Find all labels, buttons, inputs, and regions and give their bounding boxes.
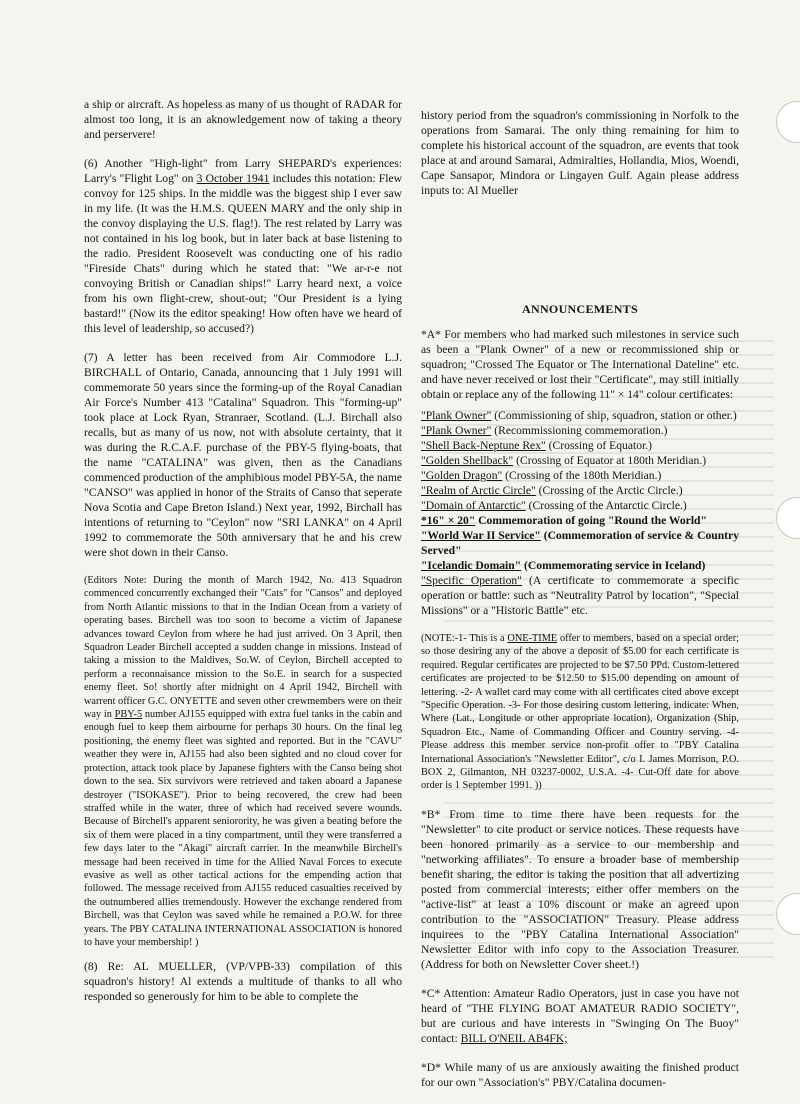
binder-hole (776, 101, 800, 143)
one-time-text: ONE-TIME (507, 633, 558, 644)
announcements-heading: ANNOUNCEMENTS (522, 302, 638, 316)
announcement-b: *B* From time to time there have been requests for the "Newsletter" to cite product or service notices. These requests have been honored primarily as a service to our membership and "networking affiliates". To ensure a broader base of membership benefit sharing, the editor is taking the position that all advertizing posted from commercial interests; either offer members on the "active-list" at least a 10% discount or make an agreed upon contribution to the "ASSOCIATION" Treasury. Please address inquirees to the "PBY Catalina International Association" Newsletter Editor with info copy to the Association Treasurer. (Address for both on Newsletter Cover sheet.!) (421, 807, 739, 971)
certificate-item: "Golden Shellback" (Crossing of Equator at 180th Meridian.) (421, 454, 707, 467)
paragraph-radar: a ship or aircraft. As hopeless as many of us thought of RADAR for almost too long, it is an aknowledgement now of taking a theory and perservere! (84, 98, 402, 141)
certificate-item: "Plank Owner" (Commissioning of ship, squadron, station or other.) (421, 409, 737, 422)
announcement-a: *A* For members who had marked such milestones in service such as been a "Plank Owner" of a new or recommissioned ship or squadron; "Crossed The Equator or The International Dateline" etc. and have never received or lost their "Certificate", may still initially obtain or replace any of the following 11" × 14" colour certificates: (421, 328, 739, 401)
certificate-item: "Realm of Arctic Circle" (Crossing of the Arctic Circle.) (421, 484, 683, 497)
left-column (84, 97, 402, 1018)
announcement-c: *C* Attention: Amateur Radio Operators, just in case you have not heard of "THE FLYING BOAT AMATEUR RADIO SOCIETY", but are curious and have interests in "Swinging On The Buoy" contact: BILL O'NEIL AB4FK; (421, 986, 739, 1045)
editors-note: (Editors Note: During the month of March 1942, No. 413 Squadron commenced concurrently exchanged their "Cats" for "Cansos" and deployed from North Atlantic missions to that in the Indian Ocean from a variety of operating bases. Birchell was too soon to become a victim of Japanese advances toward Ceylon from where he had just arrived. On 3 April, then Squadron Leader Birchell accepted a sudden change in missions. Instead of taking a mission to the Maldives, So.W. of Ceylon, Birchell accepted to perform a reconnaisance mission to the So.E. in search for a suspected enemy fleet. So! shortly after midnight on 4 April 1942, Birchell with warrent officer G.C. ONYETTE and seven other crewmembers were on their way in PBY-5 number AJ155 equipped with extra fuel tanks in the cabin and enough fuel to keep them airbourne for perhaps 30 hours. On the final leg positioning, the enemy fleet was sighted and reported. But in the "CAVU" weather they were in, AJ155 had also been sighted and no cloud cover for protection, attack took place by Japanese fighters with the Canso being shot down to the sea. Six survivors were retrieved and taken aboard a Japanese destroyer ("ISOKASE"). Prior to being recovered, the crew had been straffed while in the water, three of which had received severe wounds. Because of Birchell's apparent seniorority, he was given a beating before the six of them were placed in a tiny compartment, until they were transferred a few days later to the "Akagi" aircraft carrier. In the meanwhile Birchell's message had been received in time for the Allied Naval Forces to execute evasive as well as other tactical actions for the empending action that followed. The message received from AJ155 reduced casualties received by the outnumbered allies tremendously. However the exchange rendered from Birchell, was that Ceylon was saved while he remained a P.O.W. for three years. The PBY CATALINA INTERNATIONAL ASSOCIATION is honored to have your membership! ) (84, 575, 403, 948)
certificate-item: "Specific Operation" (A certificate to commemorate a specific operation or battle: such as "Neutrality Patrol by location", "Special Missions" or a "Historic Battle" etc. (421, 574, 739, 617)
right-column (421, 108, 739, 1104)
certificate-item: "Plank Owner" (Recommissioning commemoration.) (421, 424, 668, 437)
contact-callsign: BILL O'NEIL AB4FK; (460, 1031, 568, 1045)
binder-hole (776, 497, 800, 539)
paragraph-birchall: (7) A letter has been received from Air Commodore L.J. BIRCHALL of Ontario, Canada, announcing that 1 July 1991 will commemorate 50 years since the forming-up of the Royal Canadian Air Force's Number 413 "Catalina" Squadron. This "forming-up" took place at Lock Ryan, Stranraer, Scotland. (L.J. Birchall also recalls, but as many of us now, not with absolute certainty, that it was during the R.C.A.F. purchase of the PBY-5 flying-boats, that the name "CATALINA" was given, then as the Canadians commenced production of the amphibious model PBY-5A, the name "CANSO" was applied in honor of the Straits of Canso that seperate Nova Scotia and Cape Breton Island.) Next year, 1992, Birchall has intentions of returning to "Ceylon" now "SRI LANKA" on 4 April 1992 to commemorate the 50th anniversary that he and his crew were shot down in their Canso. (84, 351, 402, 559)
certificate-item: "Icelandic Domain" (Commemorating service in Iceland) (421, 559, 706, 572)
order-note: (NOTE:-1- This is a ONE-TIME offer to members, based on a special order; so those desiring any of the above a deposit of $5.00 for each certificate is required. Regular certificates are projected to be $7.50 PPd. Custom-lettered certificates are projected to be $12.50 to $15.00 depending on amount of lettering. -2- A wallet card may come with all certificates cited above except "Specific Operation. -3- For those desiring custom lettering, indicate: When, Where (Lat., Longitude or other appropriate location), Organization (Ship, Squadron Etc., Name of Commanding Officer and Country serving. -4- Please address this member service non-profit offer to "PBY Catalina International Association's "Newsletter Editor", c/o I. James Morrison, P.O. BOX 2, Gilmanton, NH 03237-0002, U.S.A. -4- Cut-Off date for above order is 1 September 1991. )) (421, 633, 739, 792)
certificate-item: *16" × 20" Commemoration of going "Round the World" (421, 514, 707, 527)
flight-log-date: 3 October 1941 (196, 172, 270, 185)
announcement-d: *D* While many of us are anxiously awaiting the finished product for our own "Association's" PBY/Catalina documen- (421, 1060, 739, 1089)
certificate-item: "Golden Dragon" (Crossing of the 180th Meridian.) (421, 469, 662, 482)
paragraph-shepard: (6) Another "High-light" from Larry SHEPARD's experiences: Larry's "Flight Log" on 3 October 1941 includes this notation: Flew convoy for 125 ships. In the middle was the biggest ship I ever saw in my life. (It was the H.M.S. QUEEN MARY and the only ship in the convoy displaying the U.S. flag!). The rest related by Larry was not contained in his log book, but in later back at base listening to the radio. President Roosevelt was conducting one of his radio "Fireside Chats" during which he stated that: "We ar-r-e not convoying British or Canadian ships!" Larry heard next, a voice from his own flight-crew, shout-out; "Our President is a lying bastard!" (Now its the editor speaking! How often have we heard of this level of leadership, so accused?) (84, 157, 402, 335)
certificate-item: "World War II Service" (Commemoration of service & Country Served" (421, 529, 739, 557)
pby5-link: PBY-5 (114, 709, 143, 721)
certificate-item: "Shell Back-Neptune Rex" (Crossing of Equator.) (421, 439, 652, 452)
certificate-item: "Domain of Antarctic" (Crossing of the Antarctic Circle.) (421, 499, 687, 512)
certificate-list (421, 408, 739, 618)
paragraph-history: history period from the squadron's commissioning in Norfolk to the operations from Samarai. The only thing remaining for him to complete his historical account of the squadron, are events that took place at and around Samarai, Admiralties, Hollandia, Mios, Woendi, Cape Sansapor, Mindora or Lingayen Gulf. Again please address inputs to: Al Mueller (421, 109, 739, 197)
binder-hole (776, 893, 800, 935)
paragraph-mueller: (8) Re: AL MUELLER, (VP/VPB-33) compilation of this squadron's history! Al extends a multitude of thanks to all who responded so generously for him to be able to complete the (84, 960, 402, 1004)
